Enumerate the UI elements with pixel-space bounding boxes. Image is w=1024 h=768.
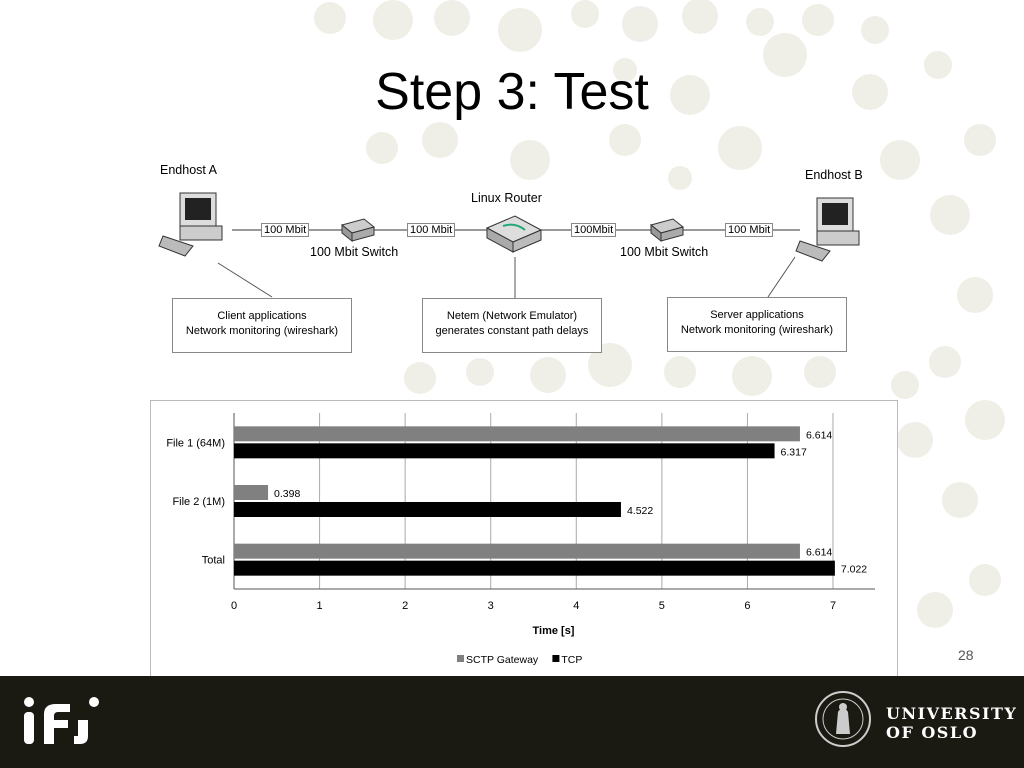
transfer-time-chart [150, 400, 898, 678]
netem-box-line: generates constant path delays [435, 325, 589, 337]
network-topology-diagram [150, 155, 890, 365]
data-label: 0.398 [274, 488, 301, 500]
category-label: Total [201, 554, 225, 567]
legend-label: SCTP Gateway [466, 654, 539, 666]
bar-tcp [234, 502, 621, 517]
data-label: 7.022 [840, 563, 868, 576]
server-applications-box [667, 297, 847, 352]
x-tick-label: 1 [316, 600, 323, 612]
university-name [886, 704, 1017, 742]
university-name-line2: OF OSLO [886, 723, 979, 742]
bar-chart-svg [151, 401, 897, 677]
link-speed-label: 100 Mbit [407, 223, 455, 237]
data-label: 6.614 [805, 429, 833, 442]
university-name-line1: UNIVERSITY [886, 704, 1018, 723]
server-box-line: Server applications [710, 309, 804, 321]
x-tick-label: 3 [487, 600, 494, 612]
switch-right-label: 100 Mbit Switch [620, 245, 709, 259]
server-box-line: Network monitoring (wireshark) [680, 324, 834, 336]
page-number: 28 [958, 647, 974, 663]
link-speed-label: 100 Mbit [725, 223, 773, 237]
endhost-b-computer-icon [795, 193, 870, 268]
x-tick-label: 6 [744, 600, 751, 612]
x-tick-label: 4 [573, 600, 580, 612]
slide-title: Step 3: Test [375, 63, 649, 121]
netem-box-line: Netem (Network Emulator) [446, 310, 578, 322]
switch-left-icon [338, 215, 378, 245]
router-label: Linux Router [471, 191, 542, 205]
data-label: 6.614 [805, 546, 833, 559]
endhost-a-computer-icon [158, 188, 233, 263]
university-seal-icon [814, 690, 872, 748]
legend-label: TCP [561, 654, 583, 666]
endhost-b-label: Endhost B [805, 168, 863, 182]
link-speed-label: 100Mbit [571, 223, 616, 237]
client-box-line: Client applications [217, 310, 307, 322]
footer-bar [0, 676, 1024, 768]
client-applications-box [172, 298, 352, 353]
legend-swatch [552, 655, 559, 662]
netem-box [422, 298, 602, 353]
link-speed-label: 100 Mbit [261, 223, 309, 237]
bar-sctp-gateway [234, 426, 800, 441]
ifi-logo [22, 696, 112, 746]
x-tick-label: 0 [230, 600, 238, 612]
endhost-a-label: Endhost A [160, 163, 217, 177]
bar-tcp [234, 443, 775, 458]
client-box-line: Network monitoring (wireshark) [185, 325, 339, 337]
category-label: File 2 (1M) [172, 496, 225, 508]
bar-sctp-gateway [234, 485, 268, 500]
category-label: File 1 (64M) [166, 437, 225, 450]
legend-swatch [457, 655, 464, 662]
switch-right-icon [647, 215, 687, 245]
x-tick-label: 5 [658, 600, 665, 612]
bar-sctp-gateway [234, 544, 800, 559]
data-label: 4.522 [626, 505, 654, 517]
x-axis-title: Time [s] [532, 625, 575, 637]
router-icon [485, 210, 545, 255]
bar-tcp [234, 561, 835, 576]
switch-left-label: 100 Mbit Switch [310, 245, 399, 259]
x-tick-label: 7 [829, 600, 837, 612]
x-tick-label: 2 [402, 600, 409, 612]
data-label: 6.317 [780, 446, 807, 459]
